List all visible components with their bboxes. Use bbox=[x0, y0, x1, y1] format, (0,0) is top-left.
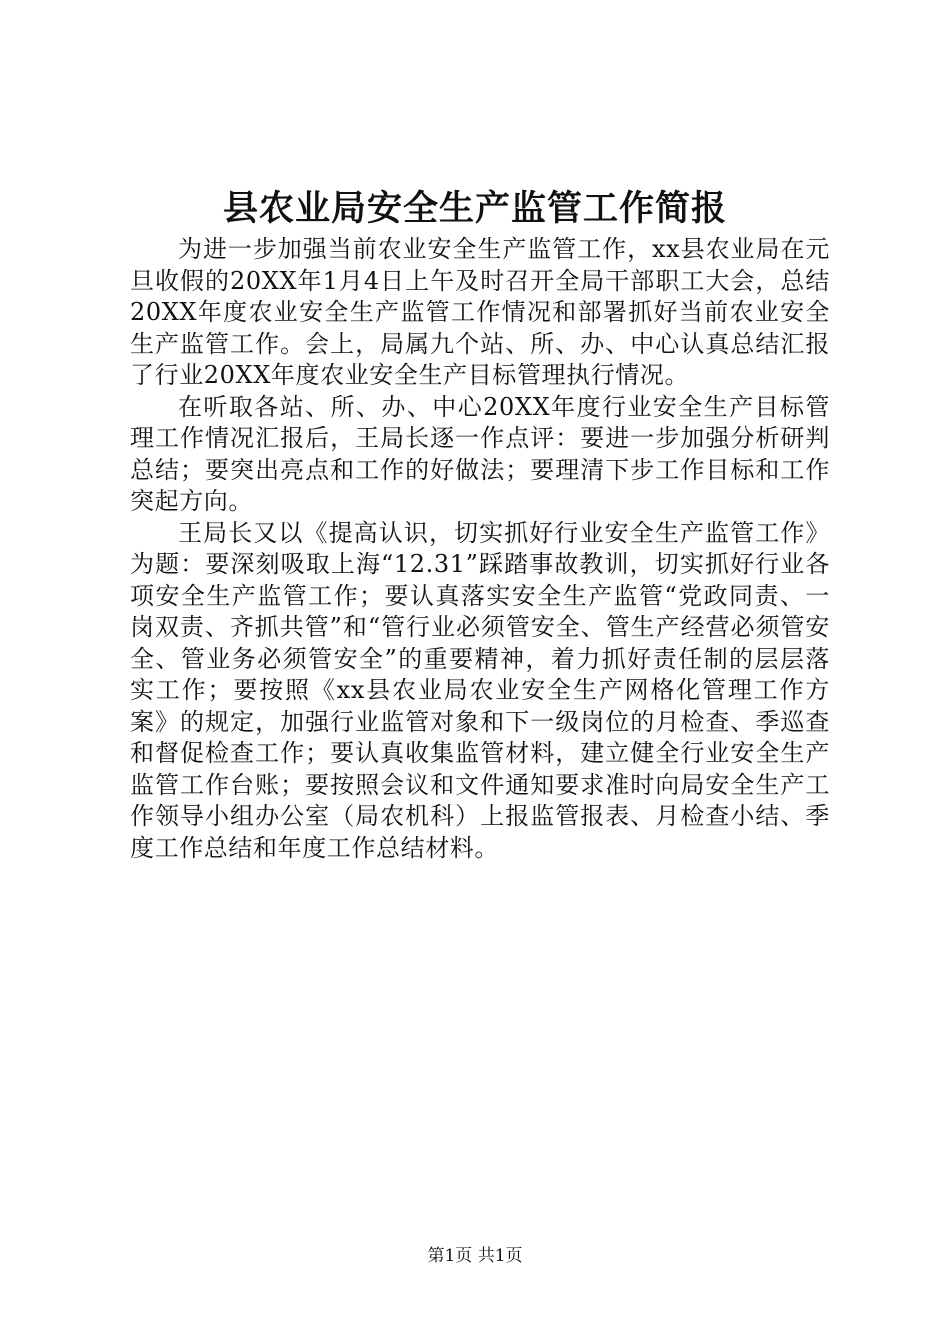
page-number-footer: 第1页 共1页 bbox=[427, 1246, 523, 1266]
document-body bbox=[130, 234, 830, 864]
paragraph-2: 在听取各站、所、办、中心20XX年度行业安全生产目标管理工作情况汇报后，王局长逐一作点评：要进一步加强分析研判总结；要突出亮点和工作的好做法；要理清下步工作目标和工作突起方向。 bbox=[130, 392, 830, 515]
paragraph-1: 为进一步加强当前农业安全生产监管工作，xx县农业局在元旦收假的20XX年1月4日上午及时召开全局干部职工大会，总结20XX年度农业安全生产监管工作情况和部署抓好当前农业安全生产监管工作。会上，局属九个站、所、办、中心认真总结汇报了行业20XX年度农业安全生产目标管理执行情况。 bbox=[130, 235, 830, 389]
paragraph-3: 王局长又以《提高认识，切实抓好行业安全生产监管工作》为题：要深刻吸取上海“12.31”踩踏事故教训，切实抓好行业各项安全生产监管工作；要认真落实安全生产监管“党政同责、一岗双责、齐抓共管”和“管行业必须管安全、管生产经营必须管安全、管业务必须管安全”的重要精神，着力抓好责任制的层层落实工作；要按照《xx县农业局农业安全生产网格化管理工作方案》的规定，加强行业监管对象和下一级岗位的月检查、季巡查和督促检查工作；要认真收集监管材料，建立健全行业安全生产监管工作台账；要按照会议和文件通知要求准时向局安全生产工作领导小组办公室（局农机科）上报监管报表、月检查小结、季度工作总结和年度工作总结材料。 bbox=[130, 518, 830, 862]
document-title: 县农业局安全生产监管工作简报 bbox=[222, 189, 727, 229]
